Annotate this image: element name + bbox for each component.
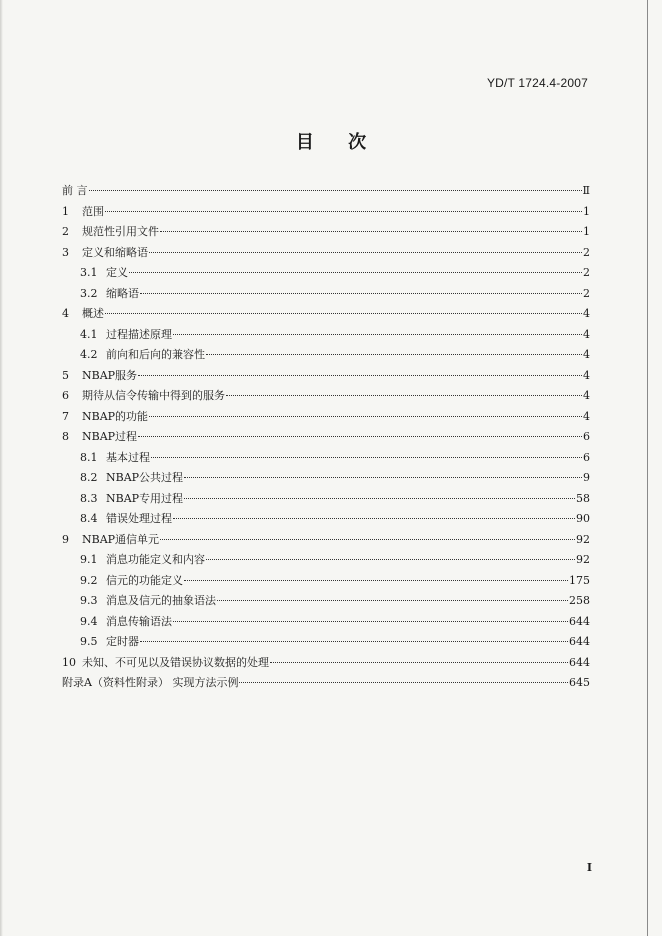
toc-dot-leader [184, 580, 568, 581]
toc-dot-leader [160, 231, 582, 232]
toc-entry-title: 前 言 [62, 184, 88, 197]
toc-entry-title: 消息及信元的抽象语法 [106, 594, 216, 607]
toc-entry [62, 510, 590, 531]
toc-entry-number: 9.3 [80, 594, 98, 607]
toc-dot-leader [89, 190, 582, 191]
toc-entry-title: 定义 [106, 266, 128, 279]
toc-dot-leader [160, 539, 575, 540]
toc-entry [62, 285, 590, 306]
toc-entry [62, 182, 590, 203]
toc-entry-number: 3.1 [80, 266, 98, 279]
toc-entry-page: 2 [583, 266, 590, 279]
toc-entry [62, 223, 590, 244]
toc-dot-leader [173, 334, 582, 335]
toc-entry-number: 9.2 [80, 573, 98, 587]
toc-entry-number: 9.4 [80, 614, 98, 628]
toc-dot-leader [129, 272, 582, 273]
toc-entry-page: 92 [576, 532, 590, 546]
toc-entry-title: 错误处理过程 [106, 512, 172, 525]
toc-entry-page: 90 [576, 512, 590, 525]
toc-entry [62, 428, 590, 449]
toc-entry-title: NBAP的功能 [82, 409, 149, 423]
toc-entry [62, 613, 590, 634]
toc-dot-leader [140, 293, 582, 294]
toc-entry-number: 9.5 [80, 635, 98, 648]
toc-entry-number: 8 [62, 430, 69, 443]
toc-entry [62, 264, 590, 285]
toc-entry-page: 258 [569, 594, 590, 607]
toc-entry-page: 4 [583, 307, 590, 320]
toc-entry-number: 8.4 [80, 512, 98, 525]
toc-entry-title: 信元的功能定义 [106, 573, 183, 587]
toc-entry-page: 2 [583, 286, 590, 300]
toc-entry-number: 3.2 [80, 286, 98, 300]
toc-entry-title: 前向和后向的兼容性 [106, 348, 205, 361]
toc-entry-title: 消息功能定义和内容 [106, 553, 205, 566]
toc-entry [62, 592, 590, 613]
toc-entry [62, 244, 590, 265]
toc-entry [62, 531, 590, 552]
toc-entry-number: 8.3 [80, 491, 98, 505]
toc-entry-title: 附录A（资料性附录） 实现方法示例 [62, 676, 239, 689]
toc-entry [62, 654, 590, 675]
toc-entry [62, 326, 590, 347]
toc-entry [62, 367, 590, 388]
toc-entry-title: NBAP服务 [82, 368, 138, 382]
toc-entry-number: 3 [62, 245, 69, 259]
toc-entry-number: 10 [62, 655, 76, 669]
toc-entry-number: 2 [62, 225, 69, 238]
toc-entry-title: 概述 [82, 307, 104, 320]
toc-dot-leader [239, 682, 568, 683]
toc-dot-leader [173, 621, 568, 622]
toc-entry [62, 674, 590, 695]
toc-entry-page: Ⅱ [582, 184, 590, 197]
toc-entry [62, 387, 590, 408]
toc-entry-number: 8.1 [80, 450, 98, 464]
standard-code: YD/T 1724.4-2007 [486, 76, 588, 90]
toc-entry-page: 175 [569, 573, 590, 587]
toc-entry [62, 346, 590, 367]
toc-dot-leader [206, 559, 575, 560]
toc-dot-leader [105, 211, 582, 212]
toc-entry-title: 定时器 [106, 635, 139, 648]
toc-dot-leader [138, 375, 582, 376]
toc-entry-number: 8.2 [80, 471, 98, 484]
toc-entry-title: 基本过程 [106, 450, 150, 464]
toc-entry-page: 644 [569, 655, 590, 669]
toc-entry-number: 9 [62, 532, 69, 546]
toc-dot-leader [206, 354, 582, 355]
toc-entry-number: 1 [62, 204, 69, 218]
page-number: I [586, 861, 592, 874]
toc-entry-number: 4.1 [80, 327, 98, 341]
toc-entry-title: NBAP通信单元 [82, 532, 160, 546]
toc-entry-page: 4 [583, 348, 590, 361]
toc-entry-page: 1 [583, 225, 590, 238]
toc-entry-page: 6 [583, 430, 590, 443]
toc-entry-page: 9 [583, 471, 590, 484]
toc-entry-title: 未知、不可见以及错误协议数据的处理 [82, 655, 269, 669]
toc-dot-leader [184, 477, 582, 478]
toc-entry-page: 2 [583, 245, 590, 259]
toc-entry [62, 305, 590, 326]
toc-dot-leader [140, 641, 568, 642]
toc-entry-page: 6 [583, 450, 590, 464]
toc-entry-title: 过程描述原理 [106, 327, 172, 341]
toc-entry-title: 范围 [82, 204, 104, 218]
toc-entry-title: 缩略语 [106, 286, 139, 300]
toc-entry [62, 572, 590, 593]
toc-dot-leader [149, 416, 582, 417]
toc-entry-title: NBAP专用过程 [106, 491, 184, 505]
toc-entry-title: NBAP公共过程 [106, 471, 184, 484]
toc-dot-leader [217, 600, 568, 601]
toc-entry-page: 644 [569, 614, 590, 628]
toc-entry-page: 4 [583, 389, 590, 402]
page-title: 目 次 [295, 132, 367, 153]
toc-entry-title: 期待从信令传输中得到的服务 [82, 389, 225, 402]
toc-entry-number: 4 [62, 307, 69, 320]
toc-entry-title: NBAP过程 [82, 430, 138, 443]
toc-entry [62, 551, 590, 572]
toc-entry-number: 5 [62, 368, 69, 382]
toc-entry-title: 规范性引用文件 [82, 225, 159, 238]
toc-entry [62, 449, 590, 470]
toc-entry [62, 203, 590, 224]
toc-dot-leader [173, 518, 575, 519]
toc-entry-page: 644 [569, 635, 590, 648]
toc-entry-page: 58 [576, 491, 590, 505]
table-of-contents [62, 182, 590, 695]
toc-entry-title: 消息传输语法 [106, 614, 172, 628]
toc-entry-page: 4 [583, 368, 590, 382]
toc-entry-page: 92 [576, 553, 590, 566]
toc-entry-page: 4 [583, 327, 590, 341]
toc-dot-leader [270, 662, 568, 663]
toc-entry [62, 408, 590, 429]
toc-entry [62, 633, 590, 654]
toc-dot-leader [151, 457, 582, 458]
toc-entry-page: 4 [583, 409, 590, 423]
toc-dot-leader [138, 436, 582, 437]
toc-entry-page: 1 [583, 204, 590, 218]
toc-entry-page: 645 [569, 676, 590, 689]
toc-dot-leader [184, 498, 575, 499]
toc-entry [62, 490, 590, 511]
toc-entry-number: 6 [62, 389, 69, 402]
toc-entry-title: 定义和缩略语 [82, 245, 148, 259]
toc-entry-number: 9.1 [80, 553, 98, 566]
toc-entry [62, 469, 590, 490]
toc-dot-leader [226, 395, 582, 396]
toc-dot-leader [149, 252, 582, 253]
toc-dot-leader [105, 313, 582, 314]
toc-entry-number: 7 [62, 409, 69, 423]
toc-entry-number: 4.2 [80, 348, 98, 361]
